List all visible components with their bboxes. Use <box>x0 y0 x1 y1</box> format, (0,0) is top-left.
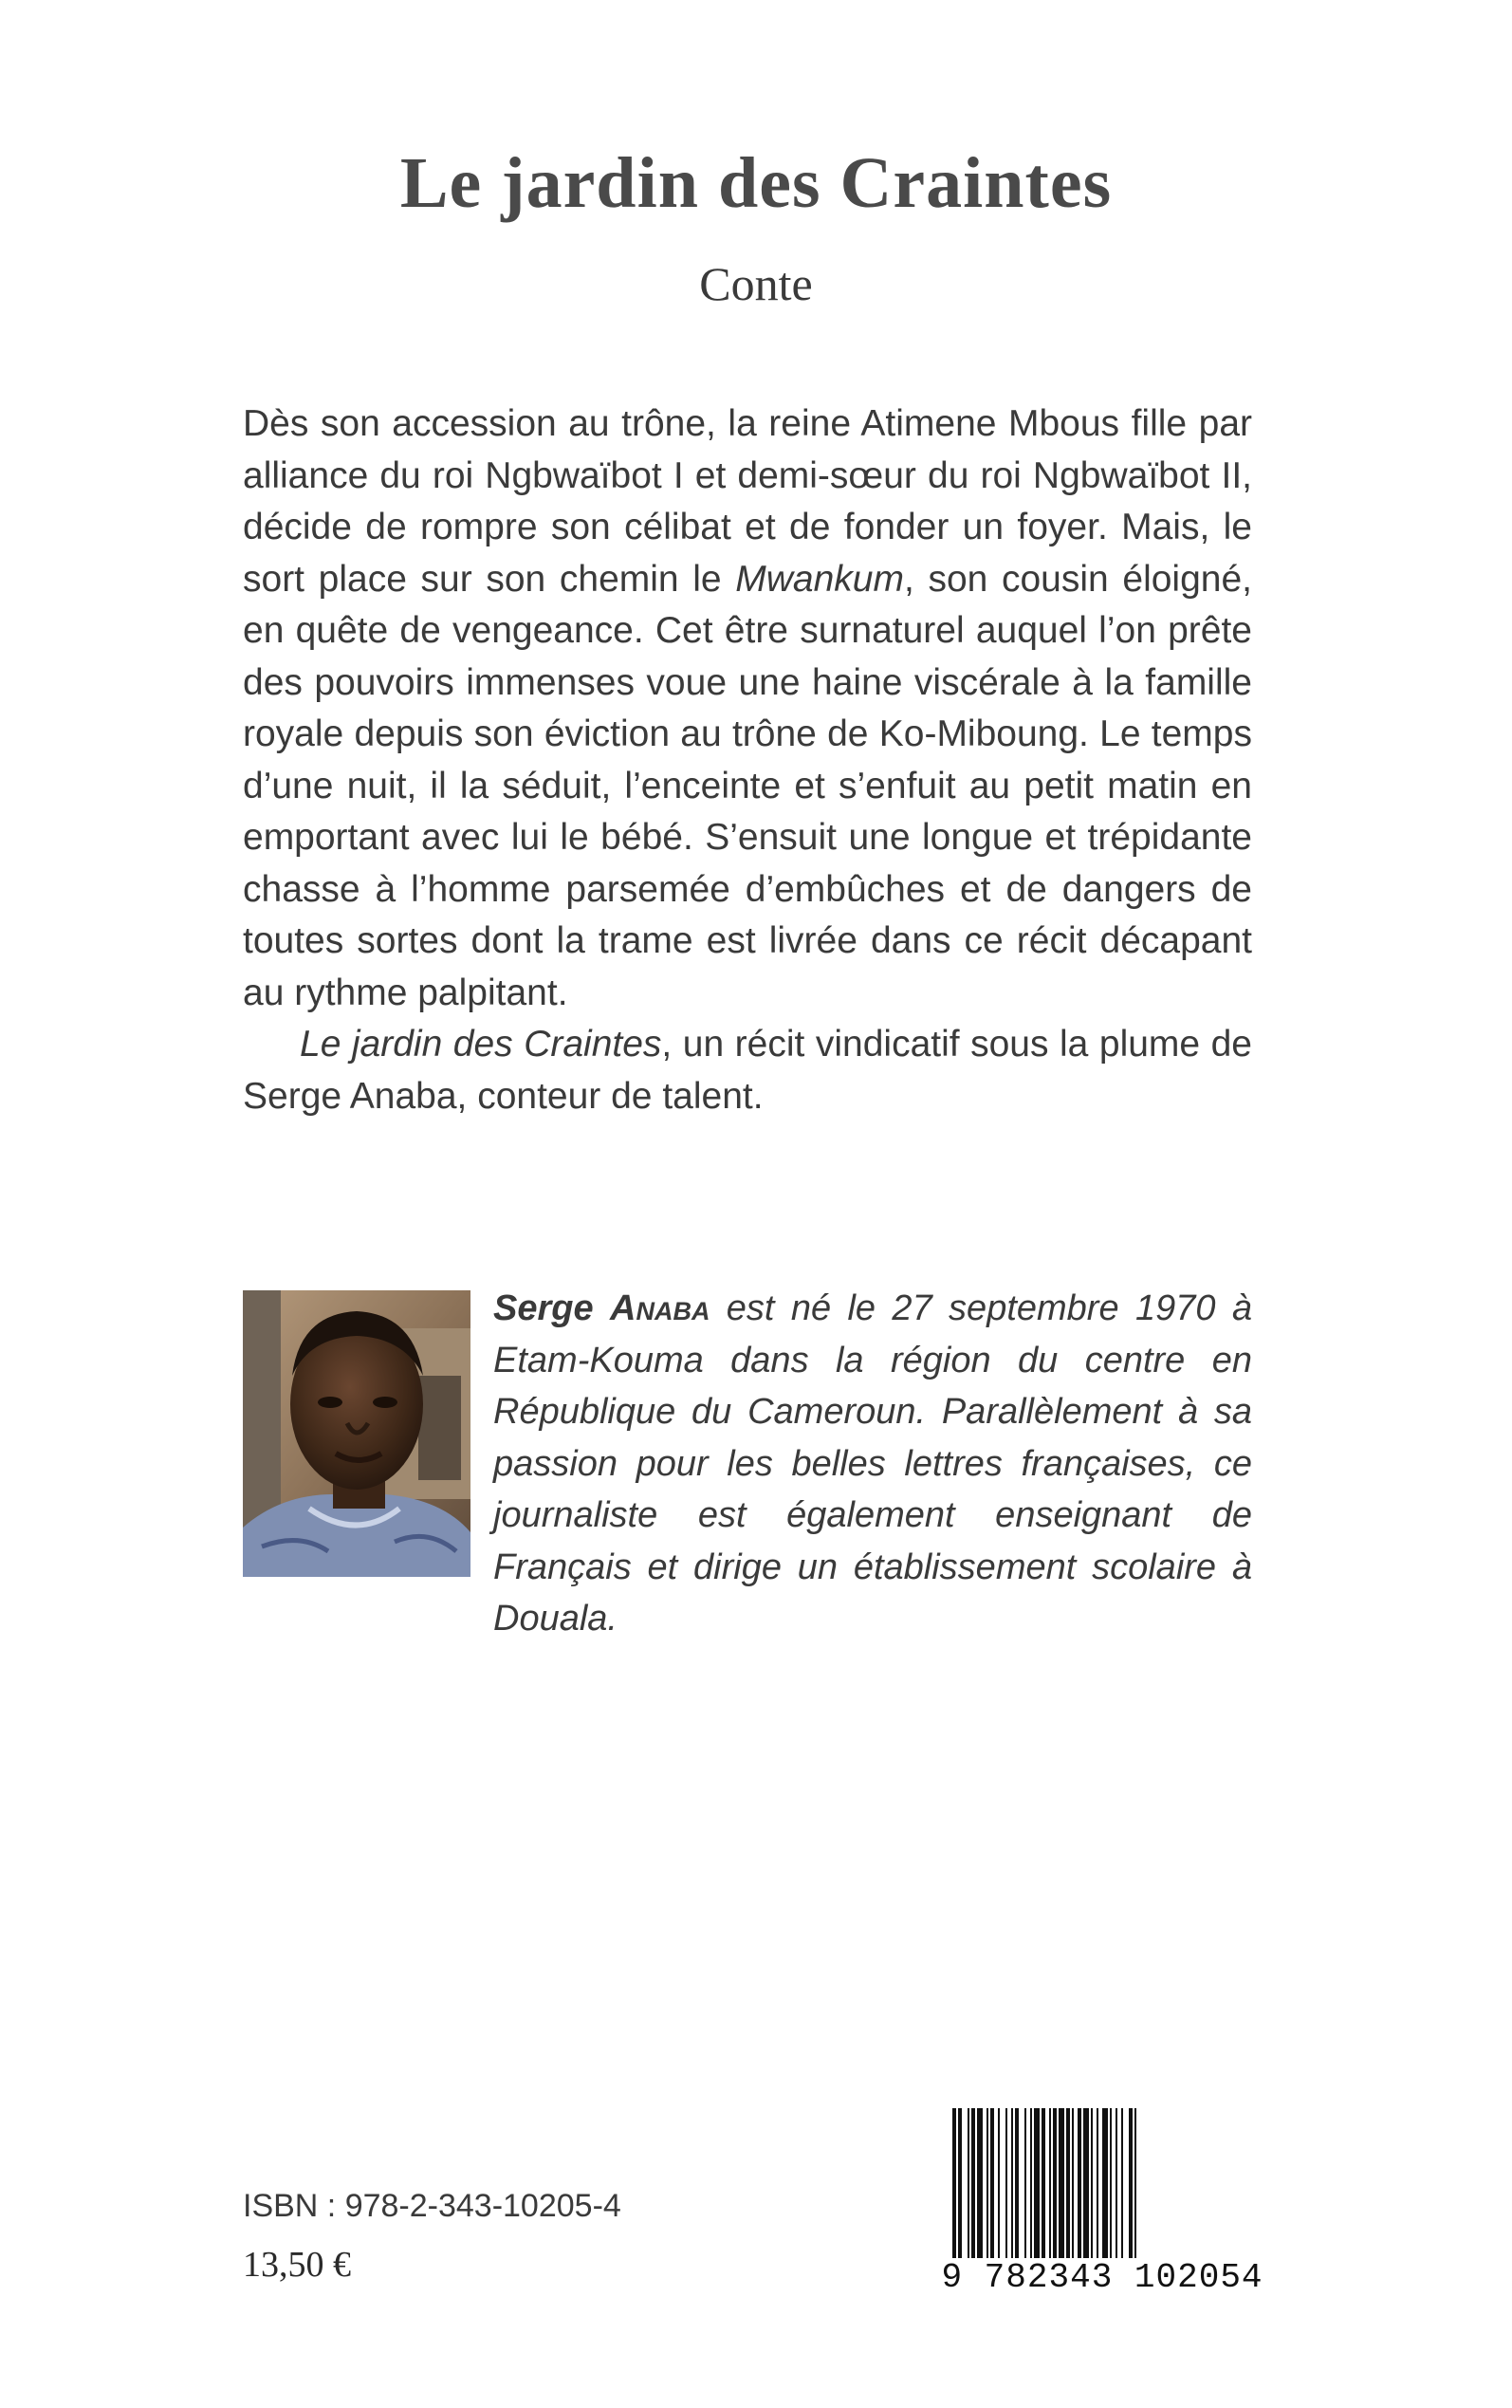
barcode-bar <box>1049 2108 1051 2260</box>
barcode-bar <box>1042 2108 1045 2260</box>
price: 13,50 € <box>243 2245 351 2285</box>
author-last-name: Anaba <box>610 1288 710 1328</box>
blurb-text: , un récit vindicatif sous la plume de Serge Anaba, conteur de talent. <box>243 1024 1253 1117</box>
blurb <box>243 398 1252 1122</box>
author-bio-text: est né le 27 septembre 1970 à Etam-Kouma dans la région du centre en République du Cameroun. Parallèlement à sa passion pour les belles lettres françaises, ce journaliste est également enseignant de Français et dirige un établissement scolaire à Douala. <box>493 1288 1252 1639</box>
barcode-bar <box>971 2108 975 2260</box>
blurb-text: , son cousin éloigné, en quête de vengeance. Cet être surnaturel auquel l’on prête des pouvoirs immenses voue une haine viscérale à la famille royale depuis son éviction au trône de Ko-Miboung. Le temps d’une nuit, il la séduit, l’enceinte et s’enfuit au petit matin en emportant avec lui le bébé. S’ensuit une longue et trépidante chasse à l’homme parsemée d’embûches et de dangers de toutes sortes dont la trame est livrée dans ce récit décapant au rythme palpitant. <box>243 558 1252 1013</box>
barcode-bar <box>977 2108 983 2260</box>
barcode-bar <box>1030 2108 1032 2260</box>
blurb-emphasis: Le jardin des Craintes <box>300 1024 662 1065</box>
blurb-paragraph-2 <box>243 1019 1252 1122</box>
barcode-bar <box>1005 2108 1007 2260</box>
barcode-bar <box>1015 2108 1019 2260</box>
barcode-bar <box>1066 2108 1070 2260</box>
barcode-bar <box>1121 2108 1123 2260</box>
barcode-bar <box>1134 2108 1136 2260</box>
barcode-bar <box>990 2108 994 2260</box>
barcode-bar <box>1102 2108 1108 2260</box>
barcode-bar <box>1059 2108 1064 2260</box>
book-genre: Conte <box>699 257 813 310</box>
barcode-bar <box>1116 2108 1117 2260</box>
author-portrait-image <box>243 1290 470 1577</box>
barcode-bar <box>1034 2108 1040 2260</box>
blurb-emphasis: Mwankum <box>735 558 904 600</box>
author-bio <box>493 1283 1252 1645</box>
barcode-bar <box>1110 2108 1112 2260</box>
blurb-text: Dès son accession au trône, la reine Atimene Mbous fille par alliance du roi Ngbwaïbot I et demi-sœur du roi Ngbwaïbot II, décide de rompre son célibat et de fonder un foyer. Mais, le sort place sur son chemin le <box>243 403 1252 600</box>
barcode-bar <box>1091 2108 1093 2260</box>
author-first-name: Serge <box>493 1288 594 1328</box>
barcode-bar <box>1053 2108 1057 2260</box>
author-photo <box>243 1290 470 1577</box>
barcode-bar <box>1024 2108 1026 2260</box>
barcode-bar <box>1129 2108 1133 2260</box>
barcode-bar <box>998 2108 1000 2260</box>
barcode-bar <box>1078 2108 1081 2260</box>
isbn: ISBN : 978-2-343-10205-4 <box>243 2188 621 2224</box>
barcode-bars <box>949 2108 1254 2260</box>
barcode-bar <box>986 2108 988 2260</box>
barcode-bar <box>968 2108 969 2260</box>
barcode-digits: 9 782343 102054 <box>941 2258 1263 2297</box>
barcode-bar <box>952 2108 956 2260</box>
blurb-paragraph-1 <box>243 398 1252 1019</box>
barcode-bar <box>1083 2108 1089 2260</box>
barcode-bar <box>1072 2108 1074 2260</box>
barcode-bar <box>958 2108 962 2260</box>
barcode-bar <box>1097 2108 1098 2260</box>
book-title: Le jardin des Craintes <box>399 143 1113 223</box>
barcode-bar <box>1011 2108 1013 2260</box>
